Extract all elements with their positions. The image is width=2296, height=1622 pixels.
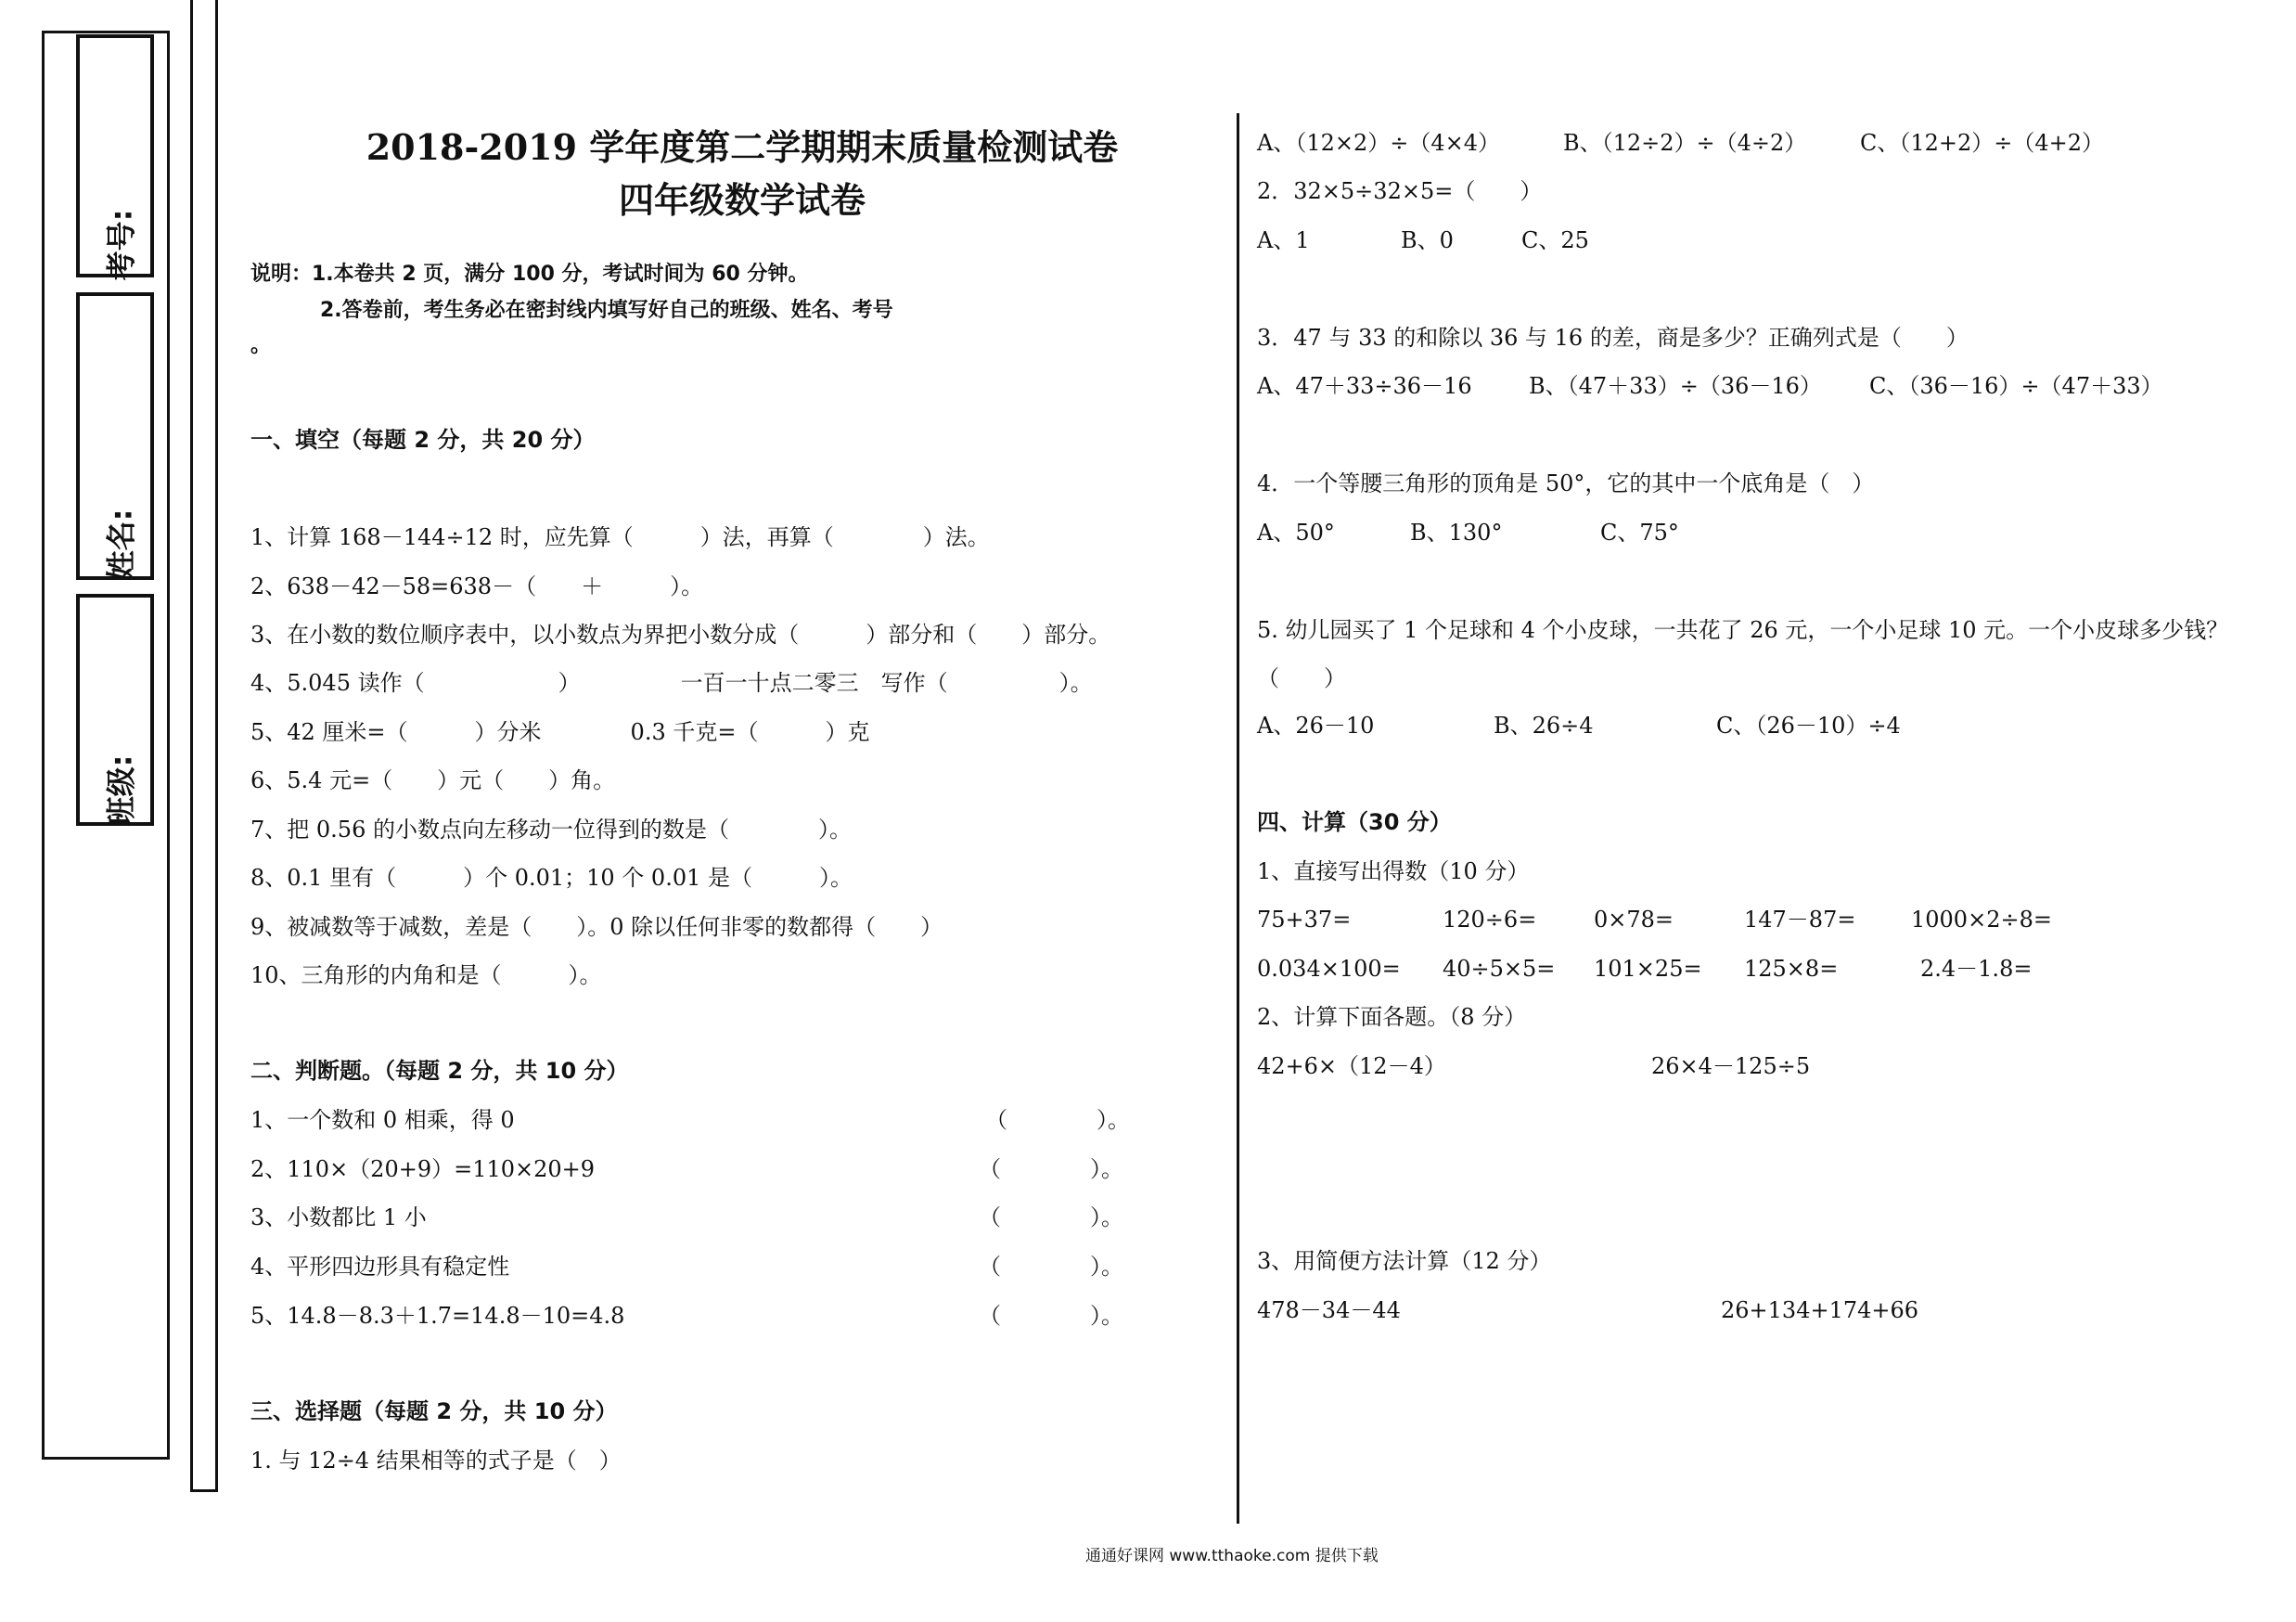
oral-2-3: 101×25= (1594, 956, 1702, 982)
choice-q2-opt-a: A、1 (1257, 227, 1310, 253)
seal-line (190, 0, 218, 1492)
choice-q4-opt-c: C、75° (1600, 520, 1679, 546)
fill-item-1: 1、计算 168－144÷12 时，应先算（ ）法，再算（ ）法。 (250, 524, 990, 550)
choice-q5-opt-a: A、26－10 (1257, 713, 1375, 739)
oral-2-4: 125×8= (1744, 956, 1839, 982)
note-line-1: 说明：1.本卷共 2 页，满分 100 分，考试时间为 60 分钟。 (250, 263, 809, 286)
oral-1-4: 147－87= (1744, 907, 1856, 933)
column-divider (1237, 113, 1239, 1524)
judge-blank-5: （ ）。 (979, 1303, 1123, 1329)
exam-number-box[interactable] (76, 34, 154, 281)
choice-q2-opt-c: C、25 (1521, 227, 1589, 253)
fill-item-3: 3、在小数的数位顺序表中，以小数点为界把小数分成（ ）部分和（ ）部分。 (250, 622, 1111, 648)
judge-blank-3: （ ）。 (979, 1204, 1123, 1230)
section-1-heading: 一、填空（每题 2 分，共 20 分） (250, 427, 596, 453)
calc-part-2: 2、计算下面各题。（8 分） (1257, 1004, 1527, 1030)
exam-subtitle: 四年级数学试卷 (618, 179, 866, 221)
judge-item-4: 4、平形四边形具有稳定性 (250, 1254, 510, 1280)
choice-q3-opt-c: C、（36－16）÷（47＋33） (1869, 373, 2163, 399)
name-box[interactable] (76, 292, 154, 580)
section-3-heading: 三、选择题（每题 2 分，共 10 分） (250, 1398, 618, 1424)
oral-2-5: 2.4－1.8= (1920, 956, 2033, 982)
oral-2-2: 40÷5×5= (1443, 956, 1556, 982)
oral-1-2: 120÷6= (1443, 907, 1537, 933)
exam-title: 2018-2019 学年度第二学期期末质量检测试卷 (366, 126, 1119, 168)
class-label: 班级: (103, 754, 138, 827)
calc-3-2: 26+134+174+66 (1721, 1297, 1919, 1323)
note-line-2: 2.答卷前，考生务必在密封线内填写好自己的班级、姓名、考号 (320, 299, 893, 322)
calc-part-3: 3、用简便方法计算（12 分） (1257, 1248, 1552, 1274)
fill-item-10: 10、三角形的内角和是（ ）。 (250, 962, 602, 988)
footer-source: 通通好课网 www.tthaoke.com 提供下载 (1085, 1547, 1379, 1565)
name-label: 姓名: (103, 508, 138, 581)
choice-q3: 3．47 与 33 的和除以 36 与 16 的差，商是多少？正确列式是（ ） (1257, 325, 1969, 351)
class-box[interactable] (76, 594, 154, 826)
section-2-heading: 二、判断题。（每题 2 分，共 10 分） (250, 1058, 629, 1084)
exam-number-label: 考号: (103, 209, 138, 281)
judge-blank-1: （ ）。 (985, 1107, 1130, 1133)
judge-blank-2: （ ）。 (979, 1156, 1123, 1182)
calc-2-1: 42+6×（12－4） (1257, 1053, 1446, 1079)
oral-1-1: 75+37= (1257, 907, 1352, 933)
choice-q5: 5. 幼儿园买了 1 个足球和 4 个小皮球，一共花了 26 元，一个小足球 10 元。一个小皮球多少钱？ (1257, 617, 2229, 643)
oral-2-1: 0.034×100= (1257, 956, 1401, 982)
choice-q3-opt-b: B、（47＋33）÷（36－16） (1529, 373, 1822, 399)
fill-item-2: 2、638－42－58=638－（ ＋ ）。 (250, 573, 704, 599)
calc-part-1: 1、直接写出得数（10 分） (1257, 858, 1530, 884)
fill-item-7: 7、把 0.56 的小数点向左移动一位得到的数是（ ）。 (250, 817, 852, 843)
choice-q2-opt-b: B、0 (1401, 227, 1454, 253)
judge-blank-4: （ ）。 (979, 1254, 1123, 1280)
calc-3-1: 478－34－44 (1257, 1297, 1401, 1323)
fill-item-4: 4、5.045 读作（ ） 一百一十点二零三 写作（ ）。 (250, 670, 1093, 696)
choice-q5-opt-b: B、26÷4 (1494, 713, 1594, 739)
fill-item-6: 6、5.4 元=（ ）元（ ）角。 (250, 767, 616, 793)
judge-item-3: 3、小数都比 1 小 (250, 1204, 427, 1230)
choice-q5-opt-c: C、（26－10）÷4 (1716, 713, 1901, 739)
choice-q5-paren: （ ） (1257, 665, 1346, 691)
fill-item-9: 9、被减数等于减数，差是（ ）。0 除以任何非零的数都得（ ） (250, 914, 943, 940)
choice-q4: 4．一个等腰三角形的顶角是 50°，它的其中一个底角是（ ） (1257, 470, 1875, 496)
calc-2-2: 26×4－125÷5 (1651, 1053, 1811, 1079)
choice-q2: 2．32×5÷32×5=（ ） (1257, 178, 1543, 204)
choice-q1-opt-a: A、（12×2）÷（4×4） (1257, 130, 1501, 156)
choice-q1: 1. 与 12÷4 结果相等的式子是（ ） (250, 1448, 622, 1474)
choice-q1-opt-c: C、（12+2）÷（4+2） (1860, 130, 2105, 156)
judge-item-1: 1、一个数和 0 相乘，得 0 (250, 1107, 515, 1133)
oral-1-5: 1000×2÷8= (1911, 907, 2052, 933)
choice-q3-opt-a: A、47＋33÷36－16 (1257, 373, 1472, 399)
fill-item-8: 8、0.1 里有（ ）个 0.01；10 个 0.01 是（ ）。 (250, 865, 853, 891)
note-line-3: 。 (250, 334, 272, 357)
fill-item-5: 5、42 厘米=（ ）分米 0.3 千克=（ ）克 (250, 719, 870, 745)
choice-q4-opt-b: B、130° (1410, 520, 1503, 546)
judge-item-2: 2、110×（20+9）=110×20+9 (250, 1156, 596, 1182)
choice-q1-opt-b: B、（12÷2）÷（4÷2） (1563, 130, 1807, 156)
judge-item-5: 5、14.8－8.3＋1.7=14.8－10=4.8 (250, 1303, 625, 1329)
choice-q4-opt-a: A、50° (1257, 520, 1335, 546)
oral-1-3: 0×78= (1594, 907, 1674, 933)
section-4-heading: 四、计算（30 分） (1257, 809, 1452, 835)
